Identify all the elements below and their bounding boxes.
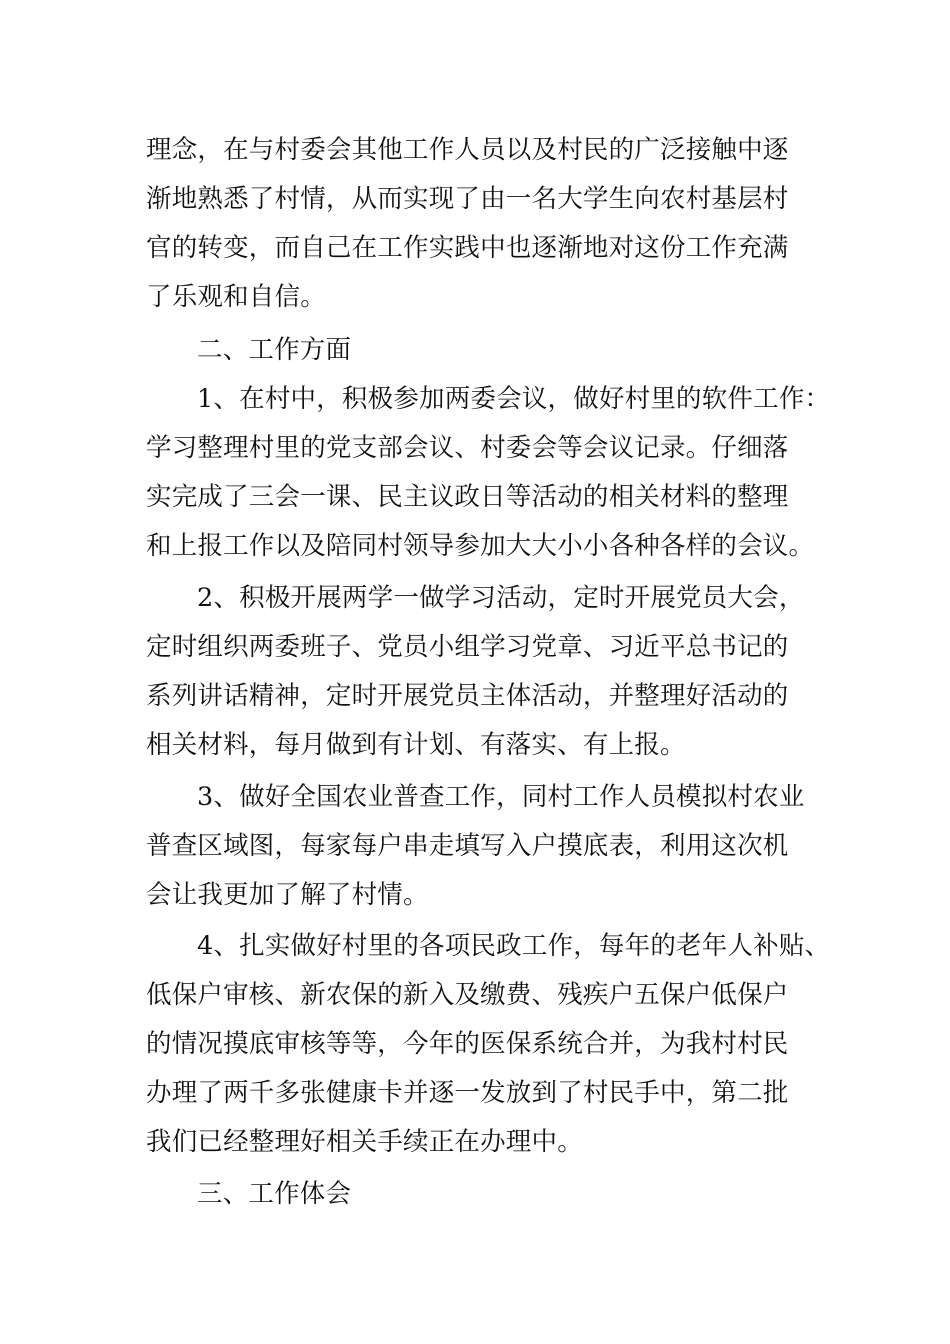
paragraph-start: 1、在村中，积极参加两委会议，做好村里的软件工作： — [197, 384, 831, 414]
section-heading: 三、工作体会 — [197, 1179, 352, 1209]
text-line: 和上报工作以及陪同村领导参加大大小小各种各样的会议。 — [146, 531, 815, 561]
paragraph-start: 4、扎实做好村里的各项民政工作，每年的老年人补贴、 — [197, 931, 831, 961]
text-line: 的情况摸底审核等等，今年的医保系统合并，为我村村民 — [146, 1029, 789, 1059]
text-line: 普查区域图，每家每户串走填写入户摸底表，利用这次机 — [146, 831, 789, 861]
paragraph-start: 2、积极开展两学一做学习活动，定时开展党员大会， — [197, 583, 805, 613]
text-line: 办理了两千多张健康卡并逐一发放到了村民手中，第二批 — [146, 1078, 789, 1108]
paragraph-start: 3、做好全国农业普查工作，同村工作人员模拟村农业 — [197, 782, 805, 812]
text-line: 系列讲话精神，定时开展党员主体活动，并整理好活动的 — [146, 681, 789, 711]
text-line: 实完成了三会一课、民主议政日等活动的相关材料的整理 — [146, 482, 789, 512]
text-line: 渐地熟悉了村情，从而实现了由一名大学生向农村基层村 — [146, 184, 789, 214]
text-line: 官的转变，而自己在工作实践中也逐渐地对这份工作充满 — [146, 233, 789, 263]
text-line: 理念，在与村委会其他工作人员以及村民的广泛接触中逐 — [146, 135, 789, 165]
section-heading: 二、工作方面 — [197, 335, 352, 365]
text-line: 了乐观和自信。 — [146, 282, 326, 312]
text-line: 低保户审核、新农保的新入及缴费、残疾户五保户低保户 — [146, 980, 789, 1010]
text-line: 会让我更加了解了村情。 — [146, 880, 429, 910]
text-line: 我们已经整理好相关手续正在办理中。 — [146, 1127, 583, 1157]
text-line: 学习整理村里的党支部会议、村委会等会议记录。仔细落 — [146, 433, 789, 463]
text-line: 定时组织两委班子、党员小组学习党章、习近平总书记的 — [146, 632, 789, 662]
text-line: 相关材料，每月做到有计划、有落实、有上报。 — [146, 730, 686, 760]
